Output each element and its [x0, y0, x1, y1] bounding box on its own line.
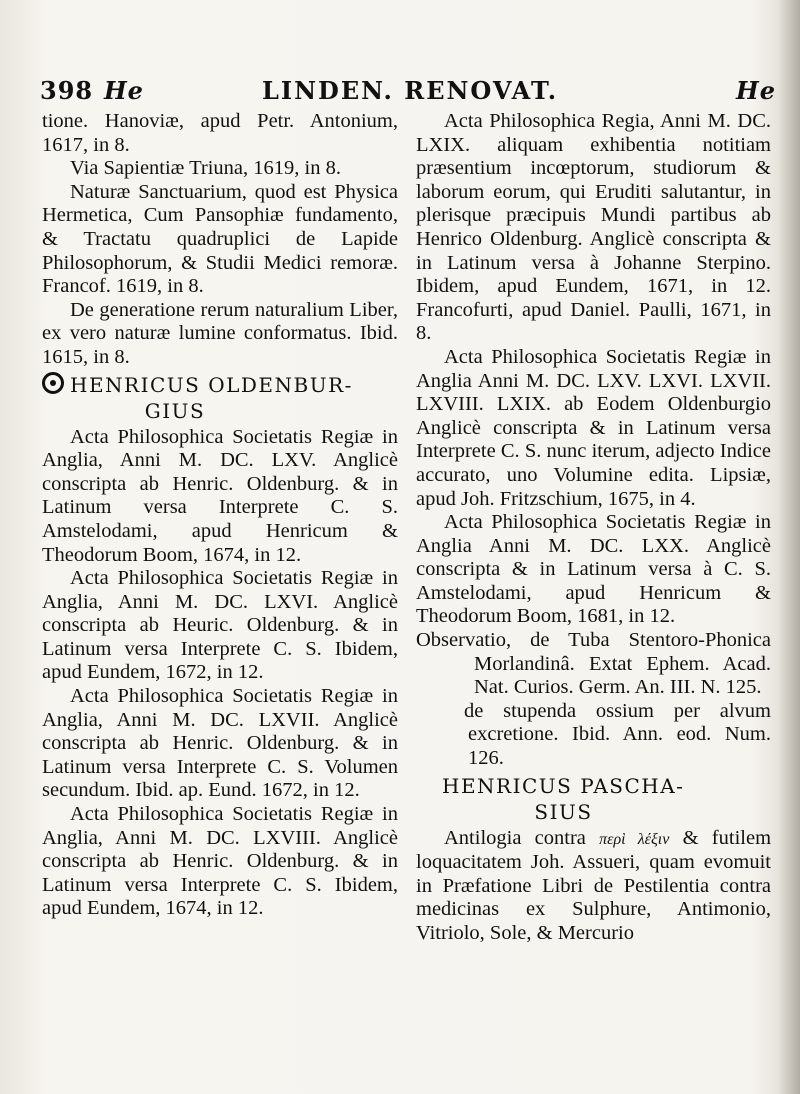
- entry-acta-1666: Acta Philosophica Societatis Regiæ in Anglia, Anni M. DC. LXVI. Anglicè conscripta ab Heuric. Oldenburg. & in Latinum versa Interprete C. S. Ibidem, apud Eundem, 1672, in 12.: [42, 567, 398, 684]
- right-column: [416, 110, 771, 946]
- bullet-circle-icon: [42, 372, 64, 394]
- entry-observatio-tuba: Observatio, de Tuba Stentoro-Phonica Morlandinâ. Extat Ephem. Acad. Nat. Curios. Germ. An. III. N. 125.: [416, 629, 771, 699]
- running-header: [40, 76, 790, 106]
- antilogia-text-b: & futilem loquacitatem Joh. Assueri, quam evomuit in Præfatione Libri de Pestilentia contra medicinas ex Sulphure, Antimonio, Vitriolo, Sole, & Mercurio: [416, 826, 772, 944]
- entry-de-stupenda: de stupenda ossium per alvum excretione. Ibid. Ann. eod. Num. 126.: [464, 699, 771, 770]
- left-column: [42, 110, 398, 921]
- header-label-left: He: [104, 76, 144, 105]
- page-edge-shadow: [778, 0, 800, 1094]
- heading-line-2: SIUS: [534, 799, 593, 824]
- author-heading-oldenburgius: [42, 372, 398, 424]
- entry-antilogia: [416, 827, 771, 946]
- author-heading-paschasius: [416, 773, 771, 825]
- greek-phrase: περὶ λέξιν: [599, 830, 670, 848]
- heading-line-2: GIUS: [144, 398, 206, 423]
- page-number: 398: [40, 76, 94, 105]
- entry-acta-1669: Acta Philosophica Regia, Anni M. DC. LXIX. aliquam exhibentia notitiam præsentium incœptorum, studiorum & laborum eorum, qui Eruditi salutantur, in plerisque præcipuis Mundi partibus ab Henrico Oldenburg. Anglicè conscripta & in Latinum versa à Johanne Sterpino. Ibidem, apud Eundem, 1671, in 12. Francofurti, apud Daniel. Paulli, 1671, in 8.: [416, 110, 771, 345]
- entry-acta-1667: Acta Philosophica Societatis Regiæ in Anglia, Anni M. DC. LXVII. Anglicè conscripta ab Henric. Oldenburg. & in Latinum versa Interprete C. S. Volumen secundum. Ibid. ap. Eund. 1672, in 12.: [42, 685, 398, 802]
- entry-acta-1668: Acta Philosophica Societatis Regiæ in Anglia, Anni M. DC. LXVIII. Anglicè conscripta ab Henric. Oldenburg. & in Latinum versa Interprete C. S. Ibidem, apud Eundem, 1674, in 12.: [42, 803, 398, 920]
- entry-acta-1665: Acta Philosophica Societatis Regiæ in Anglia, Anni M. DC. LXV. Anglicè conscripta ab Henric. Oldenburg. & in Latinum versa Interprete C. S. Amstelodami, apud Henricum & Theodorum Boom, 1674, in 12.: [42, 425, 398, 566]
- entry-acta-collected: Acta Philosophica Societatis Regiæ in Anglia Anni M. DC. LXV. LXVI. LXVII. LXVIII. LXIX. ab Eodem Oldenburgio Anglicè conscripta & in Latinum versa Interprete C. S. nunc iterum, adjecto Indice accurato, uno Volumine edita. Lipsiæ, apud Joh. Fritzschium, 1675, in 4.: [416, 345, 771, 510]
- header-label-right: He: [736, 76, 776, 105]
- heading-line-1: HENRICUS OLDENBUR-: [70, 372, 353, 397]
- entry-via-sapientiae: Via Sapientiæ Triuna, 1619, in 8.: [70, 157, 341, 180]
- antilogia-text-a: Antilogia contra: [444, 826, 586, 849]
- entry-naturae-sanctuarium: Naturæ Sanctuarium, quod est Physica Hermetica, Cum Pansophiæ fundamento, & Tractatu quadruplici de Lapide Philosophorum, & Studii Medici remoræ. Francof. 1619, in 8.: [42, 180, 398, 298]
- entry-de-generatione: De generatione rerum naturalium Liber, ex vero naturæ lumine conformatus. Ibid. 1615, in 8.: [42, 298, 398, 368]
- heading-line-1: HENRICUS PASCHA-: [442, 773, 685, 798]
- entry-continued: tione. Hanoviæ, apud Petr. Antonium, 1617, in 8.: [42, 110, 398, 156]
- running-title: LINDEN. RENOVAT.: [262, 76, 559, 105]
- entry-acta-1670: Acta Philosophica Societatis Regiæ in Anglia Anni M. DC. LXX. Anglicè conscripta & in Latinum versa à C. S. Amstelodami, apud Henricum & Theodorum Boom, 1681, in 12.: [416, 511, 771, 628]
